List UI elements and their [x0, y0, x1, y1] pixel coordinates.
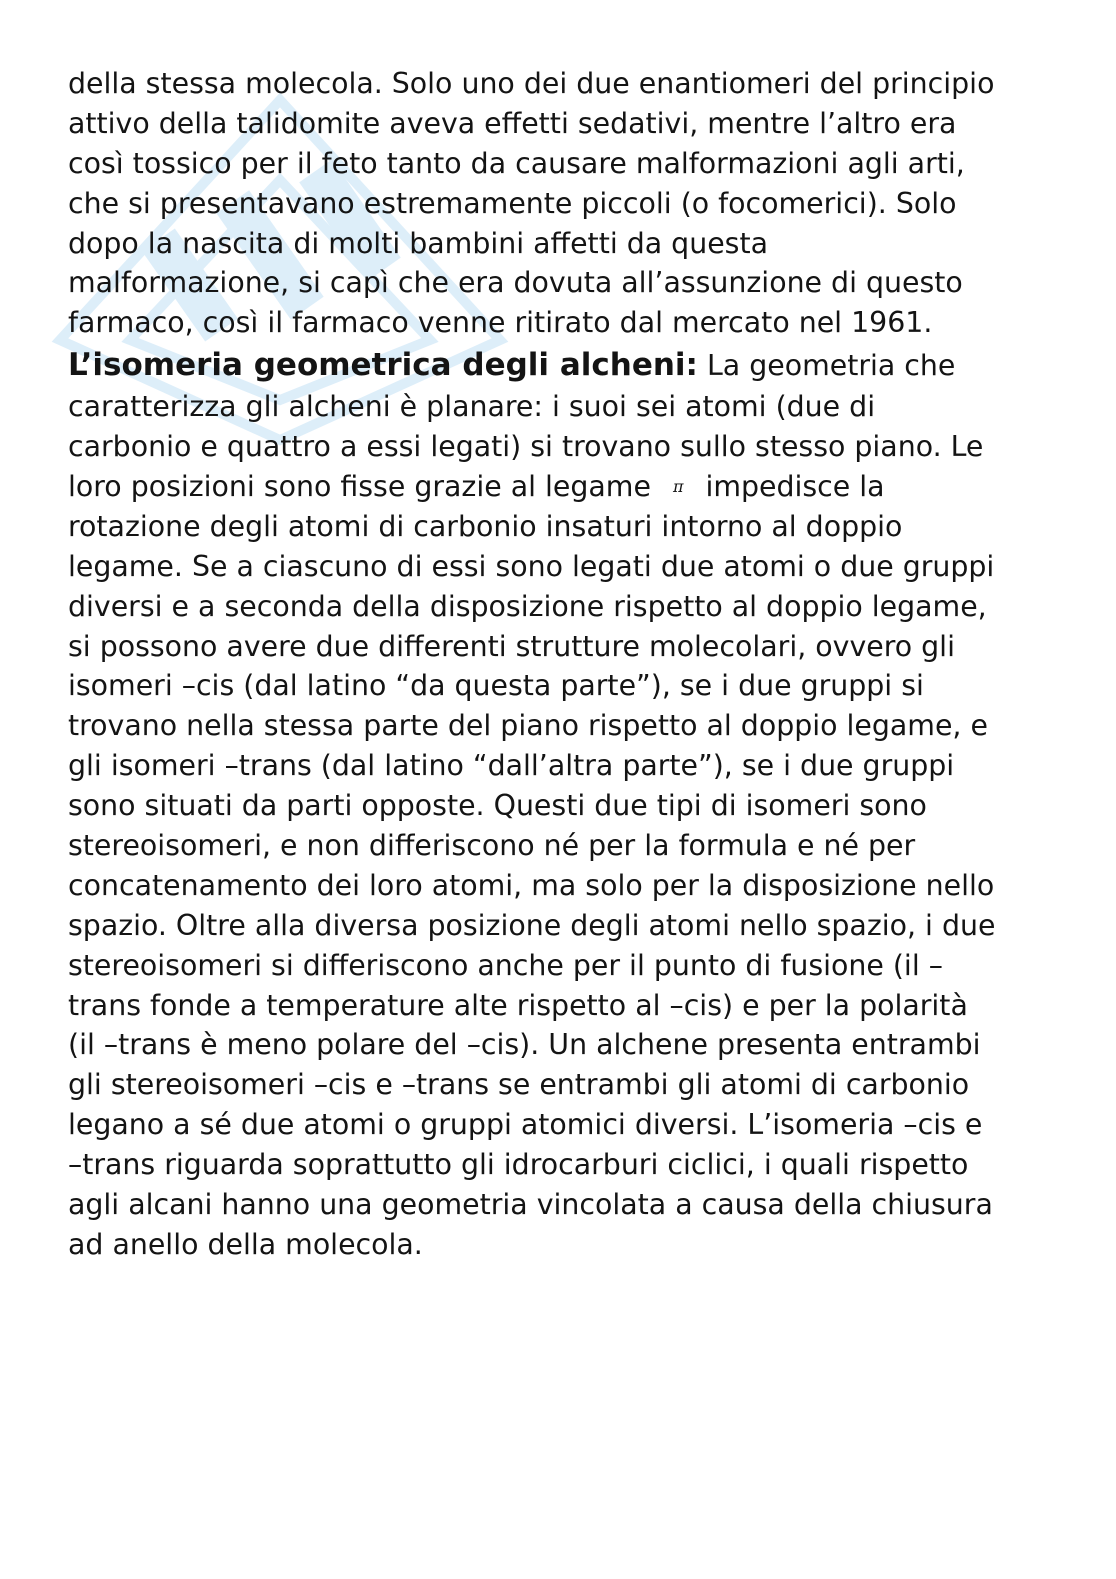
pi-line-before: loro posizioni sono fisse grazie al legame — [68, 470, 651, 504]
text-line: gli isomeri –trans (dal latino “dall’altra parte”), se i due gruppi — [68, 749, 955, 783]
text-line: che si presentavano estremamente piccoli (o focomerici). Solo — [68, 186, 957, 220]
text-line: stereoisomeri si differiscono anche per il punto di fusione (il – — [68, 948, 943, 982]
text-line: spazio. Oltre alla diversa posizione degli atomi nello spazio, i due — [68, 908, 996, 942]
text-line: legame. Se a ciascuno di essi sono legati due atomi o due gruppi — [68, 549, 995, 583]
text-line: stereoisomeri, e non differiscono né per la formula e né per — [68, 829, 916, 863]
text-line: farmaco, così il farmaco venne ritirato dal mercato nel 1961. — [68, 306, 933, 340]
text-line: ad anello della molecola. — [68, 1227, 423, 1261]
text-line: agli alcani hanno una geometria vincolata a causa della chiusura — [68, 1188, 993, 1222]
text-line: –trans riguarda soprattutto gli idrocarburi ciclici, i quali rispetto — [68, 1148, 969, 1182]
pi-line-after: impedisce la — [705, 470, 885, 504]
text-line: trovano nella stessa parte del piano rispetto al doppio legame, e — [68, 709, 988, 743]
text-line: si possono avere due differenti strutture molecolari, ovvero gli — [68, 629, 955, 663]
text-line-pi — [68, 467, 1048, 507]
pi-symbol: π — [672, 477, 684, 497]
text-line: diversi e a seconda della disposizione rispetto al doppio legame, — [68, 589, 987, 623]
text-line: (il –trans è meno polare del –cis). Un alchene presenta entrambi — [68, 1028, 981, 1062]
text-line: della stessa molecola. Solo uno dei due enantiomeri del principio — [68, 67, 995, 100]
text-line: sono situati da parti opposte. Questi due tipi di isomeri sono — [68, 789, 927, 823]
text-line: legano a sé due atomi o gruppi atomici diversi. L’isomeria –cis e — [68, 1108, 983, 1142]
text-line: concatenamento dei loro atomi, ma solo per la disposizione nello — [68, 868, 995, 902]
section-heading: L’isomeria geometrica degli alcheni: — [68, 347, 698, 384]
text-line: così tossico per il feto tanto da causare malformazioni agli arti, — [68, 146, 965, 180]
heading-line — [68, 343, 1048, 387]
text-line: attivo della talidomite aveva effetti sedativi, mentre l’altro era — [68, 106, 957, 140]
body-text — [68, 64, 1048, 1265]
text-line: rotazione degli atomi di carbonio insaturi intorno al doppio — [68, 509, 903, 543]
text-line: dopo la nascita di molti bambini affetti da questa — [68, 226, 768, 260]
heading-continuation: La geometria che — [697, 349, 956, 383]
text-line: isomeri –cis (dal latino “da questa parte”), se i due gruppi si — [68, 669, 924, 703]
text-line: caratterizza gli alcheni è planare: i suoi sei atomi (due di — [68, 390, 876, 424]
text-line: malformazione, si capì che era dovuta all’assunzione di questo — [68, 266, 963, 300]
text-line: gli stereoisomeri –cis e –trans se entrambi gli atomi di carbonio — [68, 1068, 970, 1102]
text-line: trans fonde a temperature alte rispetto al –cis) e per la polarità — [68, 988, 968, 1022]
text-line: carbonio e quattro a essi legati) si trovano sullo stesso piano. Le — [68, 430, 984, 464]
